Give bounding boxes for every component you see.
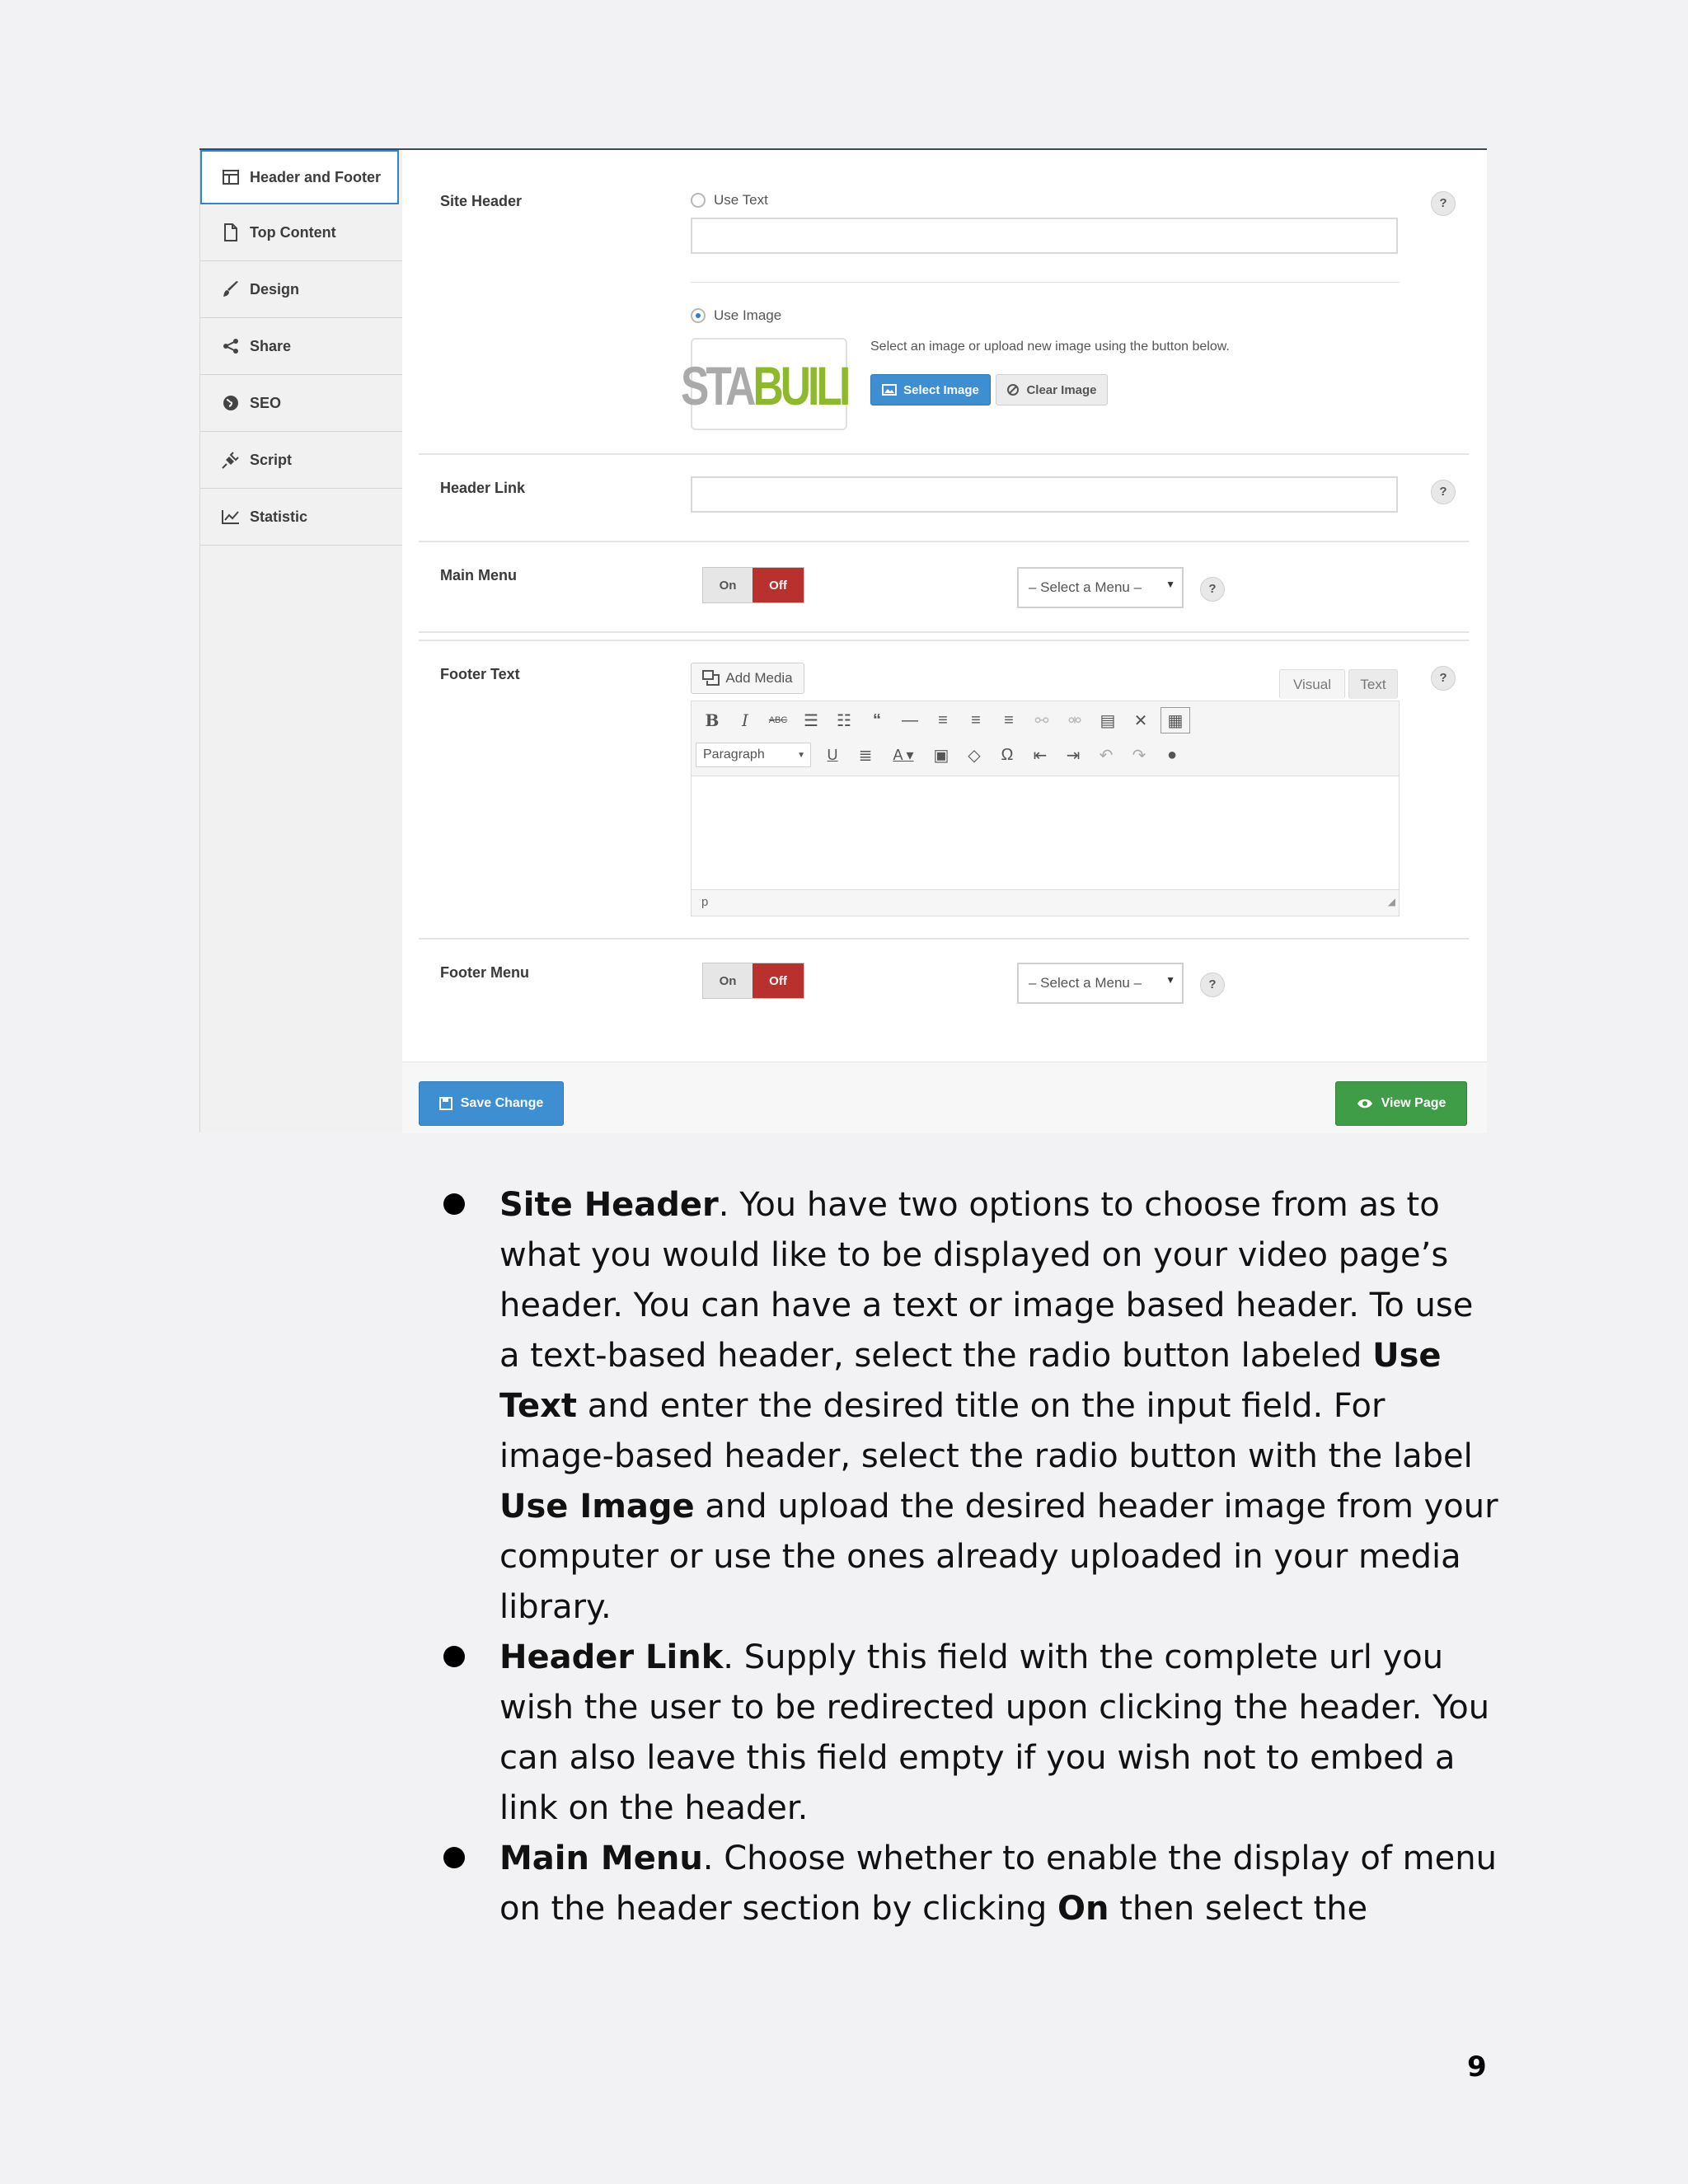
ban-icon (1006, 383, 1020, 396)
align-center-icon[interactable]: ≡ (971, 710, 981, 729)
bullet-bold: Use Image (499, 1488, 695, 1526)
bullet-bold: On (1057, 1890, 1109, 1928)
row-divider (419, 453, 1469, 455)
sidebar-item-label: Design (250, 280, 300, 298)
main-menu-select-value: – Select a Menu – (1029, 579, 1142, 595)
caret-down-icon: ▼ (1165, 974, 1175, 986)
add-media-button[interactable] (691, 663, 804, 694)
main-menu-help-icon[interactable]: ? (1200, 577, 1225, 602)
row-divider (419, 541, 1469, 542)
outdent-icon[interactable]: ⇤ (1033, 746, 1048, 765)
form-footer-bar (402, 1062, 1487, 1133)
settings-sidebar (199, 150, 403, 1132)
save-change-label: Save Change (460, 1096, 544, 1110)
tab-visual[interactable]: Visual (1279, 669, 1345, 699)
tab-text[interactable]: Text (1348, 669, 1398, 699)
resize-handle-icon[interactable]: ◢ (1387, 896, 1395, 907)
brush-icon (222, 280, 240, 298)
editor-statusbar (691, 890, 1400, 916)
sidebar-item-label: Statistic (250, 508, 308, 525)
undo-icon[interactable]: ↶ (1099, 746, 1114, 765)
main-menu-on[interactable]: On (703, 568, 753, 602)
add-media-label: Add Media (725, 670, 793, 686)
unlink-icon[interactable]: ⚮ (1067, 711, 1082, 730)
select-image-label: Select Image (903, 382, 979, 397)
strikethrough-icon[interactable]: ABC (768, 715, 788, 725)
use-text-radio[interactable] (691, 193, 706, 208)
use-text-label: Use Text (714, 192, 768, 208)
bullet-term: Main Menu (499, 1840, 703, 1877)
format-select[interactable] (696, 743, 811, 767)
bullet-site-header (437, 1180, 1500, 1633)
bullet-text: and enter the desired title on the input field. For image-based header, select the radio button with the label (499, 1387, 1473, 1475)
sidebar-item-statistic[interactable] (200, 489, 402, 546)
sidebar-item-label: Share (250, 337, 292, 354)
align-left-icon[interactable]: ≡ (938, 710, 948, 729)
header-link-help-icon[interactable]: ? (1431, 480, 1456, 504)
settings-content (402, 150, 1487, 1132)
link-icon[interactable]: ⚯ (1034, 711, 1049, 730)
sidebar-item-header-and-footer[interactable] (200, 150, 399, 204)
sidebar-item-label: Top Content (250, 223, 336, 241)
site-header-divider (691, 282, 1400, 283)
italic-icon[interactable]: I (742, 710, 748, 730)
bullet-term: Header Link (499, 1638, 724, 1676)
underline-icon[interactable]: U (827, 746, 838, 763)
view-page-label: View Page (1381, 1096, 1447, 1110)
justify-icon[interactable]: ≣ (858, 746, 873, 765)
line-chart-icon (222, 508, 240, 526)
special-character-icon[interactable]: Ω (1001, 745, 1014, 764)
bullet-text: and upload the desired header image from your computer or use the ones already uploaded in your media library. (499, 1488, 1498, 1626)
format-select-value: Paragraph (703, 748, 765, 762)
main-menu-label: Main Menu (440, 567, 517, 583)
redo-icon[interactable]: ↷ (1132, 746, 1146, 765)
help-circle-icon[interactable]: ● (1166, 745, 1178, 764)
floppy-icon (439, 1097, 452, 1110)
bullet-list-icon[interactable]: ☰ (804, 711, 818, 730)
select-image-button[interactable] (870, 374, 991, 405)
media-icon (702, 670, 720, 687)
blockquote-icon[interactable]: “ (873, 710, 881, 729)
header-image-preview (681, 338, 848, 430)
row-divider (419, 640, 1469, 641)
bullet-header-link (437, 1633, 1500, 1834)
bullet-bold: Use Text (499, 1337, 1442, 1425)
layout-columns-icon (222, 168, 240, 186)
main-menu-select[interactable] (1017, 567, 1184, 608)
image-icon (882, 384, 897, 396)
bullet-dot (443, 1847, 465, 1868)
plug-icon (222, 451, 240, 469)
bullet-text: . You have two options to choose from as to what you would like to be displayed on your video page’s header. You can have a text or image based header. To use a text-based header, select the radio button labeled (499, 1186, 1474, 1375)
bullet-dot (443, 1193, 465, 1215)
row-divider (419, 938, 1469, 940)
preview-logo-text: STABUILI (681, 355, 848, 416)
view-page-button[interactable] (1335, 1081, 1467, 1126)
row-divider (419, 631, 1469, 633)
footer-menu-label: Footer Menu (440, 964, 529, 981)
editor-status-path: p (701, 895, 709, 909)
clear-formatting-icon[interactable]: ◇ (968, 746, 981, 765)
header-link-label: Header Link (440, 480, 526, 496)
eye-icon (1357, 1098, 1373, 1109)
sidebar-item-design[interactable] (200, 261, 402, 318)
bullet-text: then select the (1109, 1890, 1368, 1928)
bullet-main-menu (437, 1834, 1500, 1934)
numbered-list-icon[interactable]: ☷ (837, 711, 851, 730)
use-image-label: Use Image (714, 307, 782, 323)
bold-icon[interactable]: B (705, 710, 720, 730)
file-icon (222, 223, 240, 241)
bullet-text: . Supply this field with the complete url you wish the user to be redirected upon clicking the header. You can also leave this field empty if you wish not to embed a link on the header. (499, 1638, 1490, 1827)
settings-screenshot (199, 148, 1487, 1132)
globe-icon (222, 394, 240, 412)
main-menu-toggle[interactable] (702, 567, 804, 603)
bullet-text: . Choose whether to enable the display of menu on the header section by clicking (499, 1840, 1497, 1928)
footer-menu-toggle[interactable] (702, 963, 804, 999)
sidebar-item-seo[interactable] (200, 375, 402, 432)
horizontal-line-icon[interactable]: — (902, 710, 918, 729)
text-color-icon[interactable]: A ▾ (893, 746, 914, 763)
sidebar-item-top-content[interactable] (200, 204, 402, 261)
indent-icon[interactable]: ⇥ (1066, 746, 1081, 765)
site-header-label: Site Header (440, 193, 523, 209)
main-menu-off[interactable]: Off (753, 568, 804, 602)
share-icon (222, 337, 240, 355)
footer-menu-help-icon[interactable]: ? (1200, 972, 1225, 997)
bullet-dot (443, 1646, 465, 1667)
use-image-radio[interactable] (691, 308, 706, 323)
save-change-button[interactable] (419, 1081, 564, 1126)
clear-image-button[interactable] (996, 374, 1108, 405)
footer-menu-off[interactable]: Off (753, 963, 804, 998)
paste-text-icon[interactable]: ▣ (933, 746, 950, 765)
read-more-icon[interactable]: ▤ (1100, 711, 1116, 730)
clear-image-label: Clear Image (1026, 382, 1097, 397)
sidebar-item-label: Header and Footer (250, 168, 382, 185)
sidebar-item-label: SEO (250, 394, 282, 411)
footer-text-help-icon[interactable]: ? (1431, 666, 1456, 691)
sidebar-item-script[interactable] (200, 432, 402, 489)
footer-menu-select-value: – Select a Menu – (1029, 975, 1142, 991)
sidebar-item-share[interactable] (200, 318, 402, 375)
footer-menu-select[interactable] (1017, 963, 1184, 1004)
fullscreen-icon[interactable]: ✕ (1133, 711, 1148, 730)
bullet-term: Site Header (499, 1186, 719, 1224)
site-header-help-icon[interactable]: ? (1431, 191, 1456, 216)
footer-text-label: Footer Text (440, 666, 520, 682)
sidebar-item-label: Script (250, 451, 293, 468)
header-link-input[interactable] (691, 476, 1398, 513)
footer-menu-on[interactable]: On (703, 963, 753, 998)
page-number: 9 (1467, 2050, 1487, 2083)
caret-down-icon: ▼ (797, 750, 805, 760)
editor-toolbar-row-1 (691, 705, 1404, 735)
align-right-icon[interactable]: ≡ (1004, 710, 1014, 729)
instructions-text (437, 1180, 1500, 1934)
toolbar-toggle-icon[interactable]: ▦ (1160, 707, 1190, 733)
use-text-input[interactable] (691, 218, 1398, 254)
editor-toolbar-row-2 (691, 740, 1404, 770)
image-hint-text: Select an image or upload new image using the button below. (870, 340, 1230, 354)
caret-down-icon: ▼ (1165, 579, 1175, 590)
editor-body[interactable] (691, 776, 1400, 890)
